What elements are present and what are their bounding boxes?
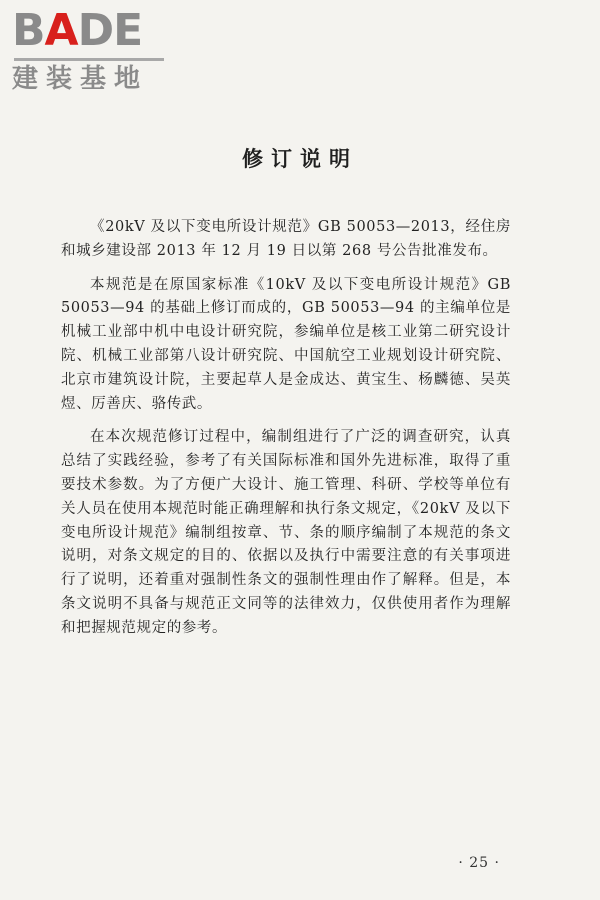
publisher-logo xyxy=(12,6,182,98)
page-title: 修订说明 xyxy=(242,147,358,171)
page-number: · 25 · xyxy=(458,855,500,871)
paragraph-approval: 《20kV 及以下变电所设计规范》GB 50053—2013，经住房和城乡建设部 2013 年 12 月 19 日以第 268 号公告批准发布。 xyxy=(61,219,511,259)
paragraph-revision-notes: 在本次规范修订过程中，编制组进行了广泛的调查研究，认真总结了实践经验，参考了有关国际标准和国外先进标准，取得了重要技术参数。为了方便广大设计、施工管理、科研、学校等单位有关人员在使用本规范时能正确理解和执行条文规定，《20kV 及以下变电所设计规范》编制组按章、节、条的顺序编制了本规范的条文说明，对条文规定的目的、依据以及执行中需要注意的有关事项进行了说明，还着重对强制性条文的强制性理由作了解释。但是，本条文说明不具备与规范正文同等的法律效力，仅供使用者作为理解和把握规范规定的参考。 xyxy=(61,429,511,636)
document-body xyxy=(61,216,511,641)
logo-letter-b: B xyxy=(12,5,45,56)
paragraph-history: 本规范是在原国家标准《10kV 及以下变电所设计规范》GB 50053—94 的基础上修订而成的，GB 50053—94 的主编单位是机械工业部中机中电设计研究院，参编单位是核工业第二研究设计院、机械工业部第八设计研究院、中国航空工业规划设计研究院、北京市建筑设计院，主要起草人是金成达、黄宝生、杨麟德、吴英煜、厉善庆、骆传武。 xyxy=(61,276,511,412)
logo-letter-a: A xyxy=(44,5,78,56)
logo-divider xyxy=(14,58,164,61)
logo-wordmark xyxy=(12,6,142,56)
logo-chinese-name: 建装基地 xyxy=(12,64,149,94)
logo-letters-de: DE xyxy=(77,5,143,56)
